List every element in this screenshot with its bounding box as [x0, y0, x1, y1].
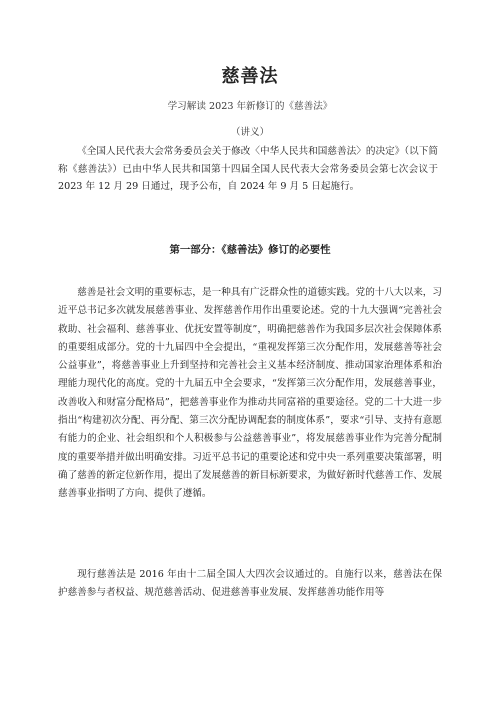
intro-paragraph: 《全国人民代表大会常务委员会关于修改〈中华人民共和国慈善法〉的决定》（以下简称《慈善法》）已由中华人民共和国第十四届全国人民代表大会常务委员会第七次会议于 2023 年 12 月 29 日通过，现予公布，自 2024 年 9 月 5 日起施行。 — [58, 146, 438, 193]
body-paragraph: 慈善是社会文明的重要标志，是一种具有广泛群众性的道德实践。党的十八大以来，习近平总书记多次就发展慈善事业、发挥慈善作用作出重要论述。党的十九大强调“完善社会救助、社会福利、慈善事业、优抚安置等制度”，明确把慈善作为我国多层次社会保障体系的重要组成部分。党的十九届四中全会提出，“重视发挥第三次分配作用，发展慈善等社会公益事业”，将慈善事业上升到坚持和完善社会主义基本经济制度、推动国家治理体系和治理能力现代化的高度。党的十九届五中全会要求，“发挥第三次分配作用，发展慈善事业，改善收入和财富分配格局”，把慈善事业作为推动共同富裕的重要途径。党的二十大进一步指出“构建初次分配、再分配、第三次分配协调配套的制度体系”，要求“引导、支持有意愿有能力的企业、社会组织和个人积极参与公益慈善事业”，将发展慈善事业作为完善分配制度的重要举措并做出明确安排。习近平总书记的重要论述和党中央一系列重要决策部署，明确了慈善的新定位新作用，提出了发展慈善的新目标新要求，为做好新时代慈善工作、发展慈善事业指明了方向、提供了遵循。 — [58, 287, 442, 500]
document-subtitle: 学习解读 2023 年新修订的《慈善法》 — [167, 101, 333, 112]
body-paragraph: 现行慈善法是 2016 年由十二届全国人大四次会议通过的。自施行以来，慈善法在保护慈善参与者权益、规范慈善活动、促进慈善事业发展、发挥慈善功能作用等 — [58, 569, 442, 599]
document-title: 慈善法 — [221, 66, 279, 87]
section-heading: 第一部分：《慈善法》修订的必要性 — [169, 244, 331, 256]
document-note: （讲义） — [230, 127, 270, 138]
